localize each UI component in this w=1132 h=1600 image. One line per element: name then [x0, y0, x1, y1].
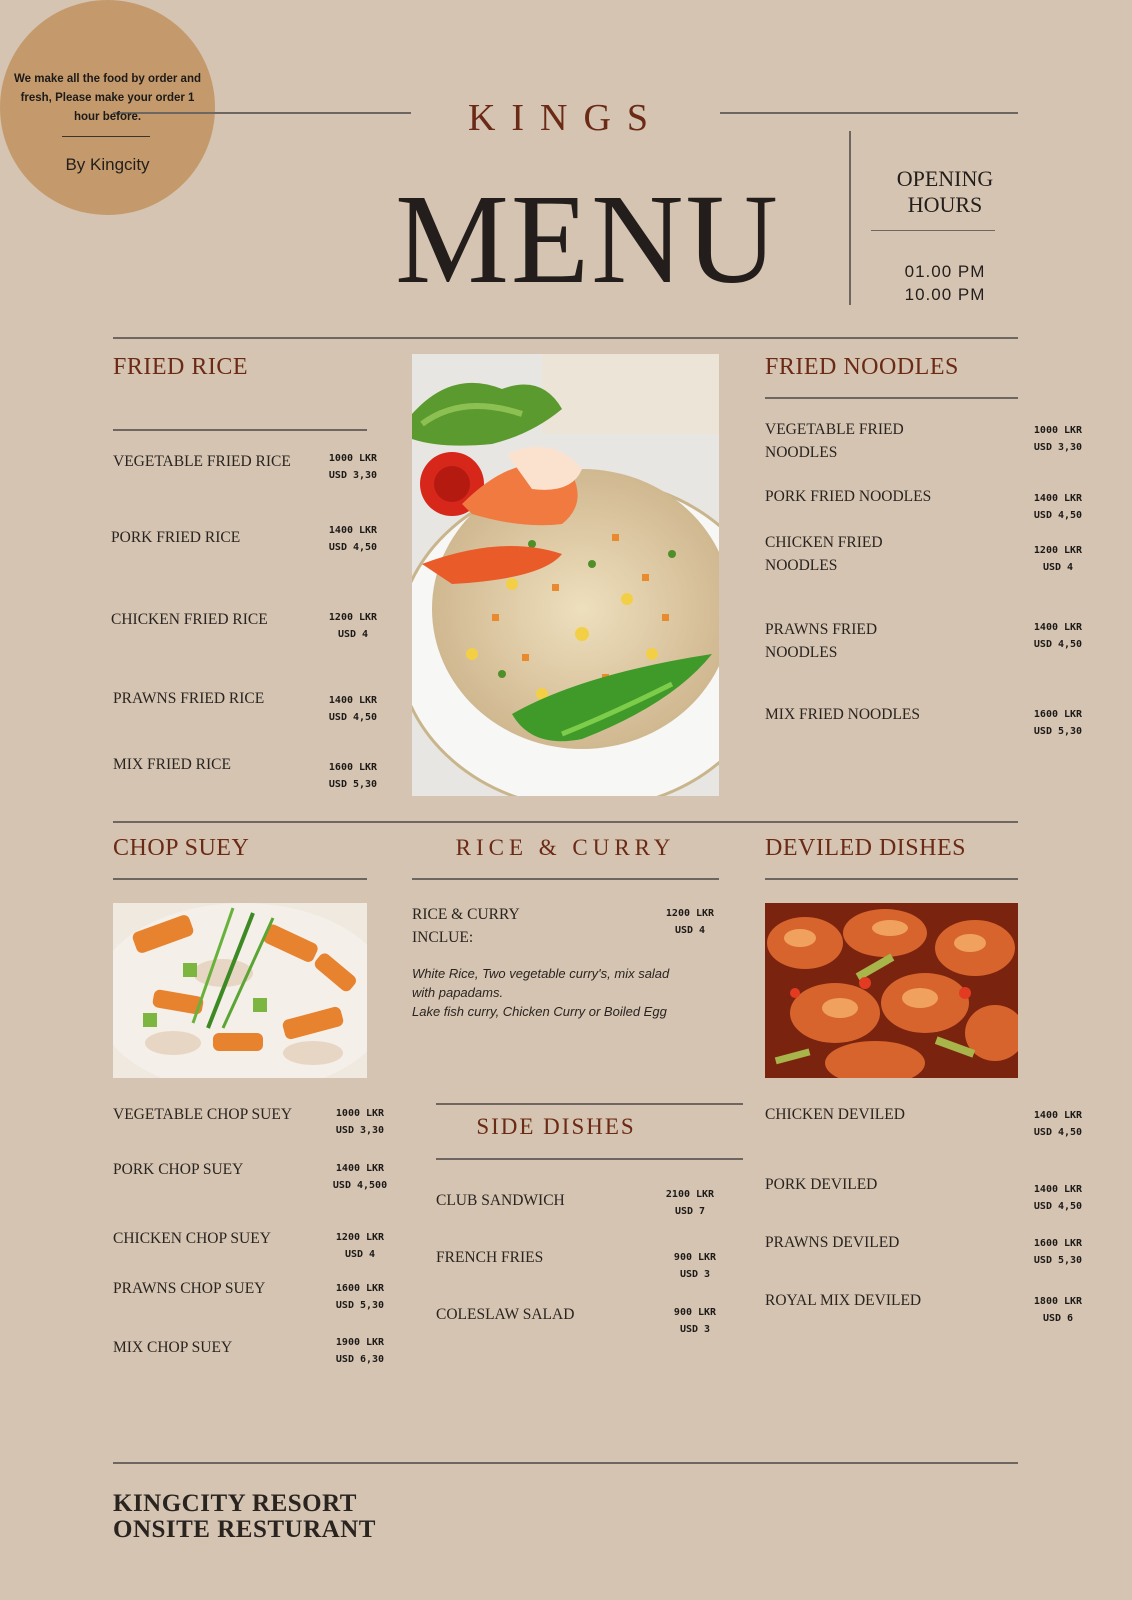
- item-price: 1600 LKR USD 5,30: [335, 1283, 385, 1311]
- item-price: 1200 LKR USD 4: [328, 612, 378, 640]
- list-item: CHICKEN CHOP SUEY: [113, 1230, 271, 1247]
- list-item: PRAWNS FRIED NOODLES: [765, 621, 878, 661]
- list-item: MIX FRIED NOODLES: [765, 706, 920, 723]
- fried-rice-rule: [113, 429, 367, 431]
- item-price: 1200 LKR USD 4: [1033, 545, 1083, 573]
- list-item: PORK FRIED RICE: [111, 529, 241, 546]
- list-item: VEGETABLE FRIED RICE: [113, 453, 291, 470]
- item-price: 1000 LKR USD 3,30: [328, 453, 378, 481]
- fried-noodles-title: FRIED NOODLES: [765, 354, 959, 380]
- opening-time: 01.00 PM: [904, 262, 986, 281]
- list-item: PORK CHOP SUEY: [113, 1161, 244, 1178]
- item-price: 1600 LKR USD 5,30: [1033, 1238, 1083, 1266]
- page-title: MENU: [395, 168, 780, 310]
- opening-hours-title-line2: HOURS: [907, 192, 983, 217]
- item-price: 1200 LKR USD 4: [665, 908, 715, 936]
- order-notice-badge: [0, 0, 215, 215]
- closing-time: 10.00 PM: [904, 285, 986, 304]
- list-item: VEGETABLE FRIED NOODLES: [765, 421, 904, 461]
- footer-line-1: KINGCITY RESORT: [113, 1490, 357, 1517]
- list-item: VEGETABLE CHOP SUEY: [113, 1106, 293, 1123]
- header-bottom-rule: [113, 337, 1018, 339]
- item-price: 1400 LKR USD 4,500: [332, 1163, 388, 1191]
- side-dishes-title: SIDE DISHES: [476, 1114, 636, 1139]
- side-dishes-rule-top: [436, 1103, 743, 1105]
- item-price: 1400 LKR USD 4,50: [1033, 493, 1083, 521]
- rice-curry-description: White Rice, Two vegetable curry's, mix salad with papadams. Lake fish curry, Chicken Curry or Boiled Egg: [412, 966, 670, 1019]
- deviled-dishes-title: DEVILED DISHES: [765, 835, 966, 861]
- hours-divider: [871, 230, 995, 231]
- item-price: 1600 LKR USD 5,30: [328, 762, 378, 790]
- rice-curry-title: RICE & CURRY: [455, 835, 676, 860]
- header-vertical-divider: [849, 131, 851, 305]
- list-item: MIX FRIED RICE: [113, 756, 231, 773]
- fried-rice-photo: [412, 354, 719, 796]
- item-price: 2100 LKR USD 7: [665, 1189, 715, 1217]
- opening-hours-title-line1: OPENING: [896, 166, 994, 191]
- list-item: PRAWNS FRIED RICE: [113, 690, 265, 707]
- opening-hours-times: [870, 260, 1020, 306]
- item-price: 1900 LKR USD 6,30: [335, 1337, 385, 1365]
- list-item: PORK DEVILED: [765, 1176, 878, 1193]
- list-item: FRENCH FRIES: [436, 1249, 544, 1266]
- list-item: MIX CHOP SUEY: [113, 1339, 233, 1356]
- item-price: 1600 LKR USD 5,30: [1033, 709, 1083, 737]
- item-price: 1400 LKR USD 4,50: [328, 525, 378, 553]
- item-price: 1200 LKR USD 4: [335, 1232, 385, 1260]
- item-price: 900 LKR USD 3: [673, 1307, 717, 1335]
- item-price: 1800 LKR USD 6: [1033, 1296, 1083, 1324]
- badge-divider: [62, 136, 150, 137]
- fried-noodles-rule: [765, 397, 1018, 399]
- list-item: CHICKEN FRIED RICE: [111, 611, 268, 628]
- item-price: 1400 LKR USD 4,50: [328, 695, 378, 723]
- list-item: PORK FRIED NOODLES: [765, 488, 932, 505]
- order-notice-text: We make all the food by order and fresh, Please make your order 1 hour before.: [13, 73, 202, 123]
- item-price: 1000 LKR USD 3,30: [335, 1108, 385, 1136]
- chop-suey-title: CHOP SUEY: [113, 835, 250, 861]
- footer-line-2: ONSITE RESTURANT: [113, 1516, 376, 1543]
- opening-hours-title: [870, 166, 1020, 218]
- list-item: CHICKEN DEVILED: [765, 1106, 905, 1123]
- badge-signature: By Kingcity: [65, 155, 150, 174]
- brand-name: KINGS: [467, 97, 665, 139]
- fried-rice-title: FRIED RICE: [113, 354, 249, 380]
- middle-rule: [113, 821, 1018, 823]
- chop-suey-rule: [113, 878, 367, 880]
- list-item: CHICKEN FRIED NOODLES: [765, 534, 883, 574]
- list-item: COLESLAW SALAD: [436, 1306, 575, 1323]
- side-dishes-rule-bottom: [436, 1158, 743, 1160]
- list-item: PRAWNS CHOP SUEY: [113, 1280, 266, 1297]
- chop-suey-photo: [113, 903, 367, 1078]
- rice-curry-item: RICE & CURRY INCLUE:: [412, 906, 520, 946]
- item-price: 1000 LKR USD 3,30: [1033, 425, 1083, 453]
- deviled-dishes-rule: [765, 878, 1018, 880]
- list-item: PRAWNS DEVILED: [765, 1234, 900, 1251]
- item-price: 1400 LKR USD 4,50: [1033, 1184, 1083, 1212]
- item-price: 900 LKR USD 3: [673, 1252, 717, 1280]
- deviled-dishes-photo: [765, 903, 1018, 1078]
- list-item: CLUB SANDWICH: [436, 1192, 565, 1209]
- footer-rule: [113, 1462, 1018, 1464]
- item-price: 1400 LKR USD 4,50: [1033, 622, 1083, 650]
- item-price: 1400 LKR USD 4,50: [1033, 1110, 1083, 1138]
- footer-resort-name: [113, 1491, 376, 1543]
- list-item: ROYAL MIX DEVILED: [765, 1292, 922, 1309]
- rice-curry-rule: [412, 878, 719, 880]
